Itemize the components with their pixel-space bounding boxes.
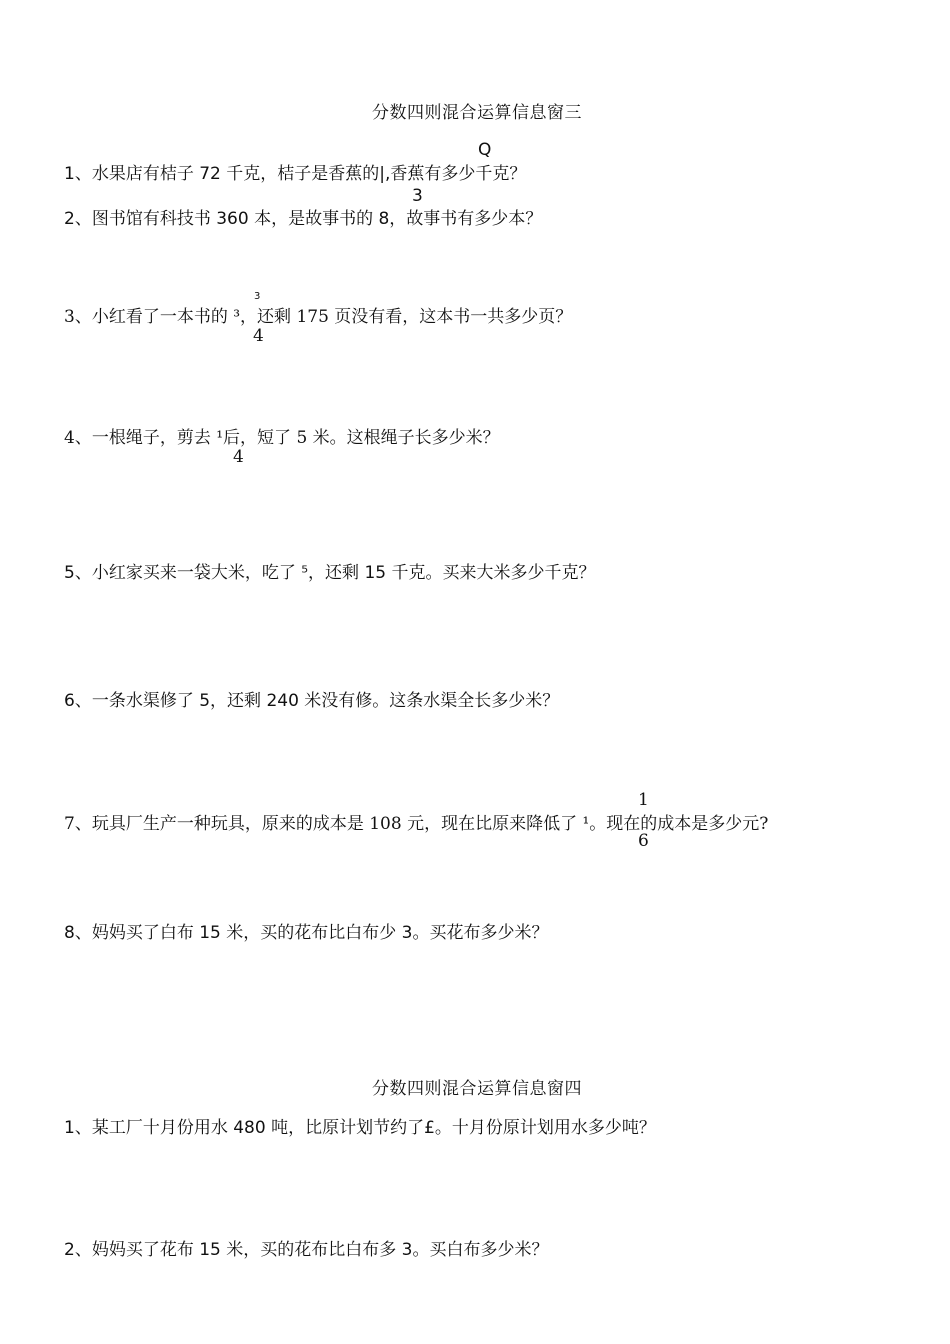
q3-fraction-top: 3	[254, 291, 261, 302]
section3-question-3: 3、小红看了一本书的 ³，还剩 175 页没有看，这本书一共多少页？	[64, 307, 573, 327]
section3-question-8: 8、妈妈买了白布 15 米，买的花布比白布少 3。买花布多少米？	[64, 923, 549, 943]
q1-fraction-bottom: 3	[412, 186, 423, 206]
section3-question-4: 4、一根绳子，剪去 ¹后，短了 5 米。这根绳子长多少米？	[64, 428, 500, 448]
section4-title: 分数四则混合运算信息窗四	[372, 1079, 582, 1099]
q4-fraction-bottom: 4	[233, 447, 244, 467]
section3-title: 分数四则混合运算信息窗三	[372, 103, 582, 123]
q7-fraction-bottom: 6	[638, 831, 649, 851]
section4-question-1: 1、某工厂十月份用水 480 吨，比原计划节约了£。十月份原计划用水多少吨？	[64, 1118, 656, 1138]
q1-fraction-top: Q	[478, 140, 492, 160]
section3-question-7: 7、玩具厂生产一种玩具，原来的成本是 108 元，现在比原来降低了 ¹。现在的成本是多少元?	[64, 814, 769, 834]
q3-fraction-bottom: 4	[253, 326, 264, 346]
section3-question-2: 2、图书馆有科技书 360 本，是故事书的 8，故事书有多少本？	[64, 209, 543, 229]
section3-question-6: 6、一条水渠修了 5，还剩 240 米没有修。这条水渠全长多少米？	[64, 691, 560, 711]
section4-question-2: 2、妈妈买了花布 15 米，买的花布比白布多 3。买白布多少米？	[64, 1240, 549, 1260]
section3-question-5: 5、小红家买来一袋大米，吃了 ⁵，还剩 15 千克。买来大米多少千克？	[64, 563, 596, 583]
section3-question-1: 1、水果店有桔子 72 千克，桔子是香蕉的|,香蕉有多少千克？	[64, 164, 527, 184]
q7-fraction-top: 1	[638, 790, 649, 810]
